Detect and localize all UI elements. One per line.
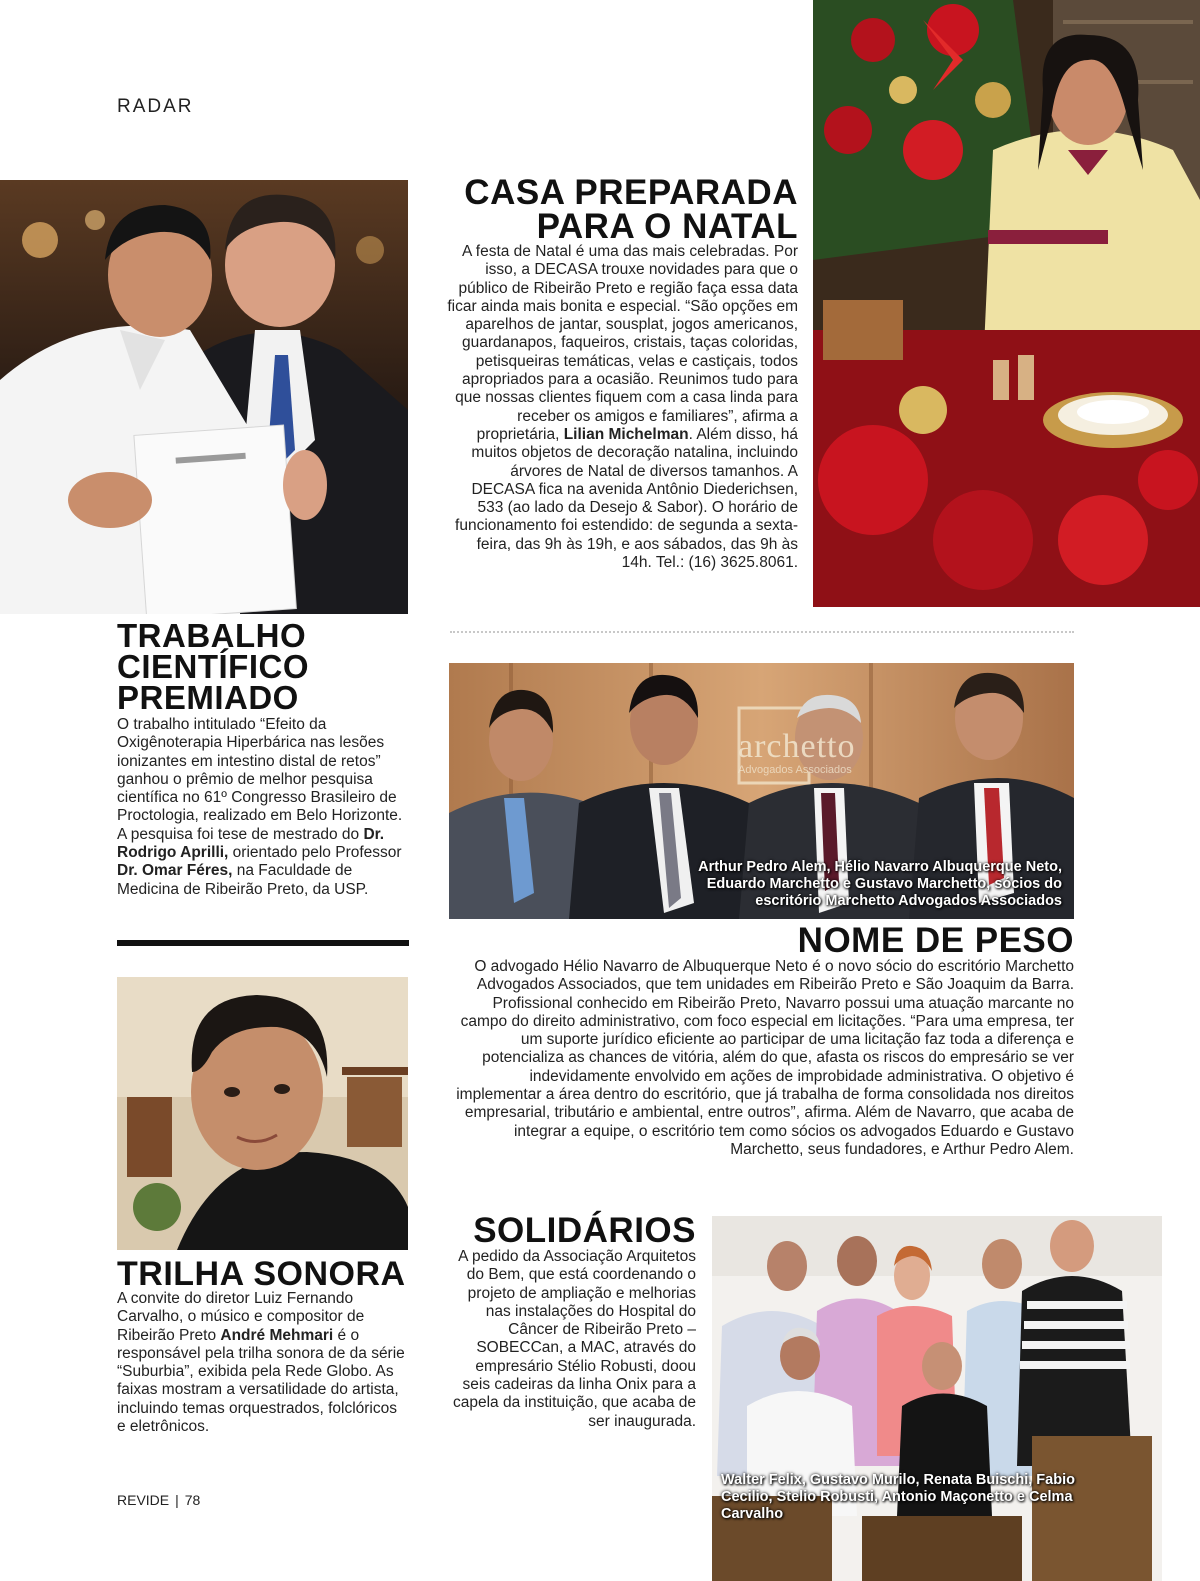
trabalho-text-c: na Faculdade de Medicina de Ribeirão Preto, da USP. — [117, 862, 369, 898]
trilha-title: TRILHA SONORA — [117, 1255, 406, 1293]
musician-photo — [117, 977, 408, 1250]
trabalho-title-line3: PREMIADO — [117, 679, 299, 716]
casa-text-b: . Além disso, há muitos objetos de decoração natalina, incluindo árvores de Natal de diversos tamanhos. A DECASA fica na avenida Antônio Diederichsen, 533 (ao lado da Desejo & Sabor). O horário de funcionamento foi estendido: de segunda a sexta-feira, das 9h às 19h, e aos sábados, das 9h às 14h. Tel.: (16) 3625.8061. — [455, 425, 798, 572]
solidarios-title: SOLIDÁRIOS — [473, 1211, 696, 1250]
lawyers-caption: Arthur Pedro Alem, Hélio Navarro Albuquerque Neto, Eduardo Marchetto e Gustavo Marchetto, sócios do escritório Marchetto Advogados Associados — [698, 859, 1062, 909]
group-photo — [712, 1216, 1162, 1581]
trabalho-body — [117, 716, 409, 899]
footer-separator: | — [175, 1492, 179, 1508]
trabalho-title — [117, 617, 417, 716]
casa-owner-name: Lilian Michelman — [563, 425, 689, 443]
nome-body: O advogado Hélio Navarro de Albuquerque Neto é o novo sócio do escritório Marchetto Advogados Associados, que tem unidades em Ribeirão Preto e São Joaquim da Barra. Profissional conhecido em Ribeirão Preto, Navarro possui uma atuação marcante no campo do direito administrativo, com foco especial em licitações. “Para uma empresa, ter um suporte jurídico eficiente ao participar de uma licitação faz toda a diferença e potencializa as chances de vitória, além do que, afasta os riscos do empresário se ver indevidamente envolvido em ações de improbidade administrativa. O objetivo é implementar a área dentro do escritório, que já trabalha de forma consolidada nos direitos empresarial, tributário e ambiental, entre outros”, afirma. Além de Navarro, que acaba de integrar a equipe, o escritório tem como sócios os advogados Eduardo e Gustavo Marchetto, seus fundadores, e Arthur Pedro Alem. — [456, 958, 1074, 1158]
trabalho-text-b: orientado pelo Professor — [228, 844, 402, 862]
trabalho-name2: Dr. Omar Féres, — [117, 862, 233, 880]
trabalho-title-line2: CIENTÍFICO — [117, 648, 309, 685]
trabalho-text-a: O trabalho intitulado “Efeito da Oxigênoterapia Hiperbárica nas lesões ionizantes em intestino distal de retos” ganhou o prêmio de melhor pesquisa científica no 61º Congresso Brasileiro de Proctologia, realizado em Belo Horizonte. A pesquisa foi tese de mestrado do — [117, 716, 403, 843]
trilha-text-a: A convite do diretor Luiz Fernando Carvalho, o músico e compositor de Ribeirão Preto — [117, 1290, 365, 1344]
trilha-text-b: é o responsável pela trilha sonora de da série “Suburbia”, exibida pela Rede Globo. As faixas mostram a versatilidade do artista, incluindo temas orquestrados, folclóricos e eletrônicos. — [117, 1326, 405, 1436]
casa-body — [446, 243, 798, 572]
award-photo — [0, 180, 408, 614]
trabalho-title-line1: TRABALHO — [117, 617, 307, 654]
marchetto-sign — [738, 728, 898, 798]
section-rule — [117, 940, 409, 946]
casa-title-line1: CASA PREPARADA — [464, 173, 798, 212]
dotted-divider — [450, 631, 1074, 633]
trilha-body — [117, 1290, 407, 1436]
footer — [117, 1492, 200, 1508]
casa-title-line2: PARA O NATAL — [536, 207, 798, 246]
group-caption: Walter Felix, Gustavo Murilo, Renata Buischi, Fabio Cecilio, Stelio Robusti, Antonio Maçonetto e Celma Carvalho — [721, 1472, 1075, 1522]
trabalho-name1: Dr. Rodrigo Aprilli, — [117, 825, 385, 862]
casa-text-a: A festa de Natal é uma das mais celebradas. Por isso, a DECASA trouxe novidades para que o público de Ribeirão Preto e região faça essa data ficar ainda mais bonita e especial. “São opções em aparelhos de jantar, sousplat, jogos americanos, guardanapos, faqueiros, cristais, taças coloridas, petisqueiras temáticas, velas e castiçais, todos apropriados para a ocasião. Reunimos tudo para que nossas clientes fiquem com a casa linda para receber os amigos e familiares”, afirma a proprietária, — [447, 243, 798, 443]
christmas-photo — [813, 0, 1200, 607]
solidarios-body: A pedido da Associação Arquitetos do Bem, que está coordenando o projeto de ampliação e melhorias nas instalações do Hospital do Câncer de Ribeirão Preto – SOBECCan, a MAC, através do empresário Stélio Robusti, doou seis cadeiras da linha Onix para a capela da instituição, que acaba de ser inaugurada. — [452, 1248, 696, 1430]
casa-title — [440, 173, 798, 246]
magazine-name: REVIDE — [117, 1492, 170, 1508]
page-number: 78 — [184, 1492, 201, 1508]
sign-subtext: Advogados Associados — [738, 764, 852, 776]
nome-title: NOME DE PESO — [797, 921, 1074, 960]
trilha-artist-name: André Mehmari — [220, 1326, 334, 1344]
section-label: RADAR — [117, 96, 194, 117]
sign-text: archetto — [738, 728, 856, 765]
